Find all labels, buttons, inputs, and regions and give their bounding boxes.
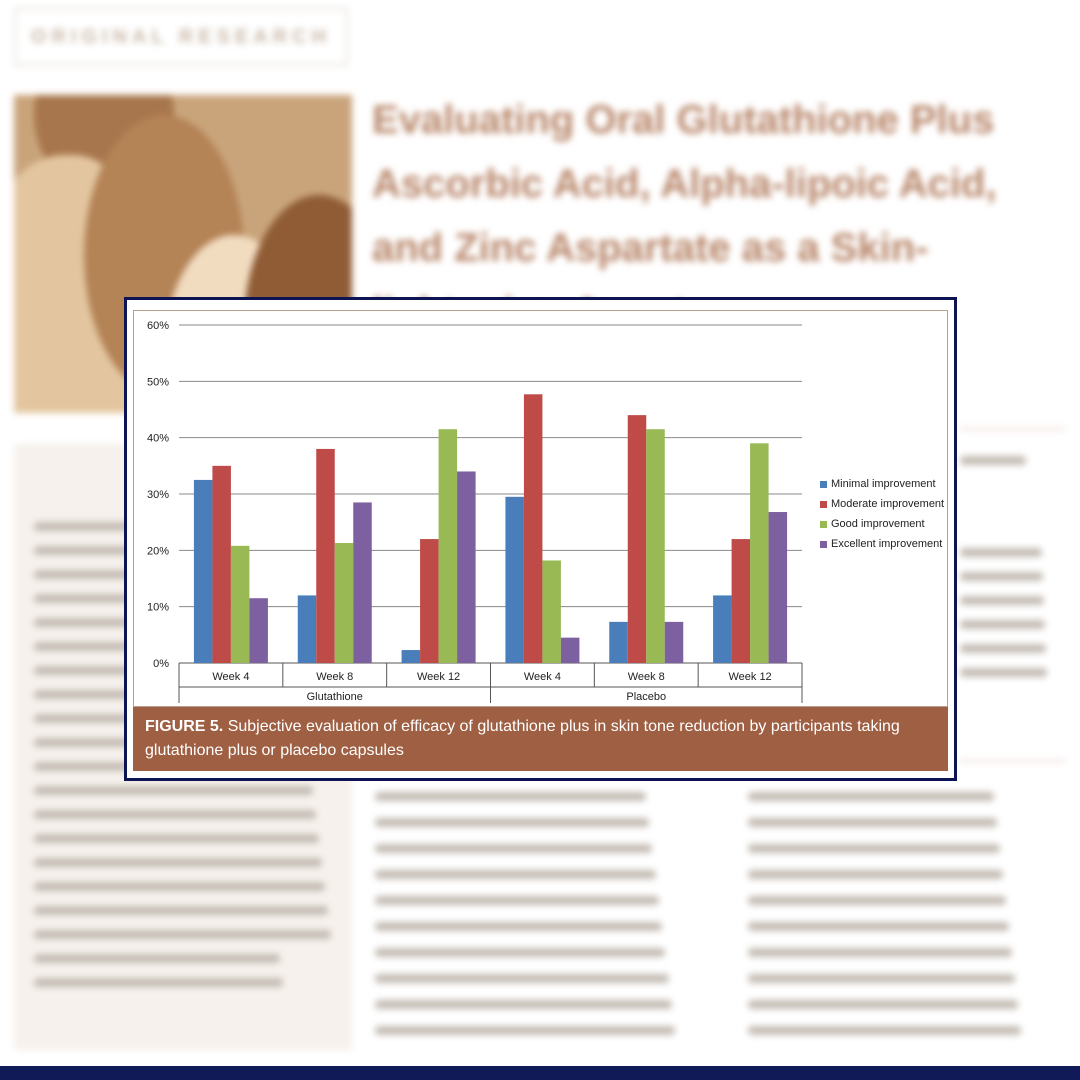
background-text-line (34, 858, 322, 867)
bottom-bar (0, 1066, 1080, 1080)
background-text-line (34, 978, 283, 987)
background-text-line (34, 906, 328, 915)
background-text-line (375, 1026, 675, 1035)
bar-excellent-improvement (561, 638, 580, 663)
bar-minimal-improvement (402, 650, 421, 663)
background-text-line (960, 572, 1043, 581)
background-text-line (748, 974, 1015, 983)
bar-minimal-improvement (609, 622, 628, 663)
legend-item (820, 534, 944, 554)
bar-minimal-improvement (505, 497, 523, 663)
background-text-line (960, 596, 1044, 605)
background-text-line (748, 1026, 1021, 1035)
bar-minimal-improvement (713, 595, 732, 663)
caption-text: Subjective evaluation of efficacy of glutathione plus in skin tone reduction by participants taking glutathione plus or placebo capsules (145, 718, 900, 759)
section-tag: ORIGINAL RESEARCH (14, 8, 348, 66)
legend-swatch (820, 501, 827, 508)
background-text-line (960, 668, 1047, 677)
background-text-line (375, 870, 656, 879)
bar-excellent-improvement (665, 622, 684, 663)
bar-good-improvement (335, 543, 354, 663)
background-text-line (748, 818, 997, 827)
x-tick-label: Week 12 (728, 671, 772, 683)
background-text-line (375, 948, 665, 957)
background-text-line (375, 1000, 672, 1009)
bar-moderate-improvement (212, 466, 231, 663)
legend-swatch (820, 541, 827, 548)
x-tick-label: Week 4 (212, 671, 250, 683)
background-text-line (375, 792, 646, 801)
x-tick-label: Week 8 (627, 671, 665, 683)
background-text-line (748, 870, 1003, 879)
bar-good-improvement (231, 546, 250, 663)
background-text-line (34, 882, 325, 891)
group-label: Placebo (626, 691, 667, 703)
background-text-line (748, 948, 1012, 957)
y-tick-label: 40% (146, 432, 169, 445)
bar-moderate-improvement (316, 449, 335, 663)
figure-5 (124, 297, 957, 781)
background-text-line (960, 644, 1046, 653)
bar-good-improvement (646, 429, 665, 663)
background-text-line (375, 974, 669, 983)
background-text-line (34, 786, 313, 795)
y-tick-label: 30% (146, 489, 169, 501)
bar-good-improvement (439, 429, 458, 663)
y-tick-label: 50% (146, 376, 169, 389)
background-text-line (748, 844, 1000, 853)
bar-minimal-improvement (194, 480, 213, 663)
background-text-line (748, 922, 1009, 931)
legend-label: Moderate improvement (831, 498, 945, 510)
bar-excellent-improvement (769, 512, 788, 663)
legend-swatch (820, 481, 827, 488)
bar-moderate-improvement (732, 539, 751, 663)
bar-moderate-improvement (524, 394, 543, 663)
chart-area (133, 310, 948, 707)
bar-moderate-improvement (628, 415, 647, 663)
bar-excellent-improvement (353, 502, 372, 663)
legend-swatch (820, 521, 827, 528)
background-text-line (748, 896, 1006, 905)
background-text-line (748, 1000, 1018, 1009)
background-text-line (960, 456, 1026, 465)
caption-label: FIGURE 5. (145, 718, 224, 735)
legend-item (820, 494, 944, 514)
bar-excellent-improvement (249, 598, 268, 663)
y-tick-label: 60% (146, 320, 169, 332)
x-tick-label: Week 12 (416, 671, 461, 683)
background-text-line (375, 818, 649, 827)
chart-legend (820, 474, 944, 554)
x-tick-label: Week 8 (316, 671, 354, 683)
background-text-line (34, 954, 280, 963)
article-headline: Evaluating Oral Glutathione Plus Ascorbic Acid, Alpha-lipoic Acid, and Zinc Aspartate as a Skin- (372, 98, 997, 270)
bar-minimal-improvement (298, 595, 317, 663)
background-text-line (34, 810, 316, 819)
background-text-line (960, 548, 1042, 557)
background-text-line (375, 896, 659, 905)
background-text-line (34, 930, 331, 939)
bar-moderate-improvement (420, 539, 439, 663)
bar-good-improvement (542, 560, 561, 663)
legend-label: Excellent improvement (831, 538, 943, 550)
x-tick-label: Week 4 (523, 671, 561, 683)
y-tick-label: 10% (146, 601, 169, 614)
y-tick-label: 0% (153, 658, 169, 670)
background-text-line (375, 844, 652, 853)
background-text-line (748, 792, 994, 801)
group-label: Glutathione (306, 691, 363, 703)
background-text-line (34, 834, 319, 843)
legend-item (820, 514, 944, 534)
y-tick-label: 20% (146, 545, 169, 558)
legend-label: Minimal improvement (831, 478, 936, 490)
background-text-line (375, 922, 662, 931)
background-text-line (960, 620, 1045, 629)
legend-label: Good improvement (831, 518, 925, 530)
legend-item (820, 474, 944, 494)
bar-good-improvement (750, 443, 769, 663)
bar-excellent-improvement (457, 471, 476, 663)
figure-caption (133, 707, 948, 771)
